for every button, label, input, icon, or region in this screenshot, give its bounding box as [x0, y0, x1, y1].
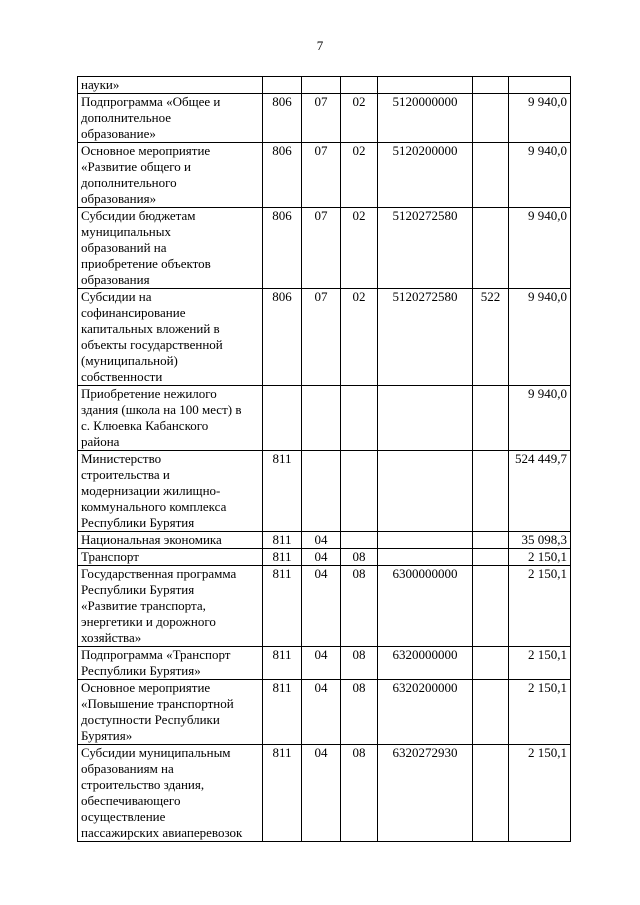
cell-csr: [378, 532, 473, 549]
cell-pr: [341, 451, 378, 532]
cell-rz: 04: [302, 680, 341, 745]
cell-csr: 6300000000: [378, 566, 473, 647]
cell-name: Приобретение нежилого здания (школа на 100 мест) в с. Клюевка Кабанского района: [78, 386, 263, 451]
cell-ved: [263, 386, 302, 451]
cell-pr: 02: [341, 94, 378, 143]
cell-vr: [473, 680, 509, 745]
cell-rz: 04: [302, 549, 341, 566]
cell-rz: [302, 451, 341, 532]
cell-sum: 9 940,0: [509, 94, 571, 143]
cell-sum: 9 940,0: [509, 386, 571, 451]
cell-sum: 2 150,1: [509, 745, 571, 842]
cell-rz: [302, 386, 341, 451]
cell-ved: 811: [263, 647, 302, 680]
cell-sum: 35 098,3: [509, 532, 571, 549]
table-row: [78, 549, 571, 566]
cell-sum: 524 449,7: [509, 451, 571, 532]
cell-name: Основное мероприятие «Развитие общего и дополнительного образования»: [78, 143, 263, 208]
cell-ved: 806: [263, 289, 302, 386]
cell-rz: 04: [302, 745, 341, 842]
cell-csr: 6320272930: [378, 745, 473, 842]
cell-name: Субсидии бюджетам муниципальных образований на приобретение объектов образования: [78, 208, 263, 289]
cell-vr: [473, 451, 509, 532]
table-row: [78, 386, 571, 451]
cell-ved: 811: [263, 451, 302, 532]
cell-sum: 9 940,0: [509, 143, 571, 208]
cell-vr: [473, 208, 509, 289]
cell-rz: 07: [302, 208, 341, 289]
cell-ved: 806: [263, 208, 302, 289]
cell-sum: [509, 77, 571, 94]
cell-ved: 806: [263, 143, 302, 208]
table-row: [78, 566, 571, 647]
cell-name: Министерство строительства и модернизации жилищно- коммунального комплекса Республики Бурятия: [78, 451, 263, 532]
cell-csr: 5120272580: [378, 289, 473, 386]
cell-csr: 6320200000: [378, 680, 473, 745]
cell-vr: [473, 532, 509, 549]
table-row: [78, 451, 571, 532]
cell-csr: 5120000000: [378, 94, 473, 143]
cell-vr: [473, 745, 509, 842]
table-row: [78, 680, 571, 745]
cell-ved: 811: [263, 566, 302, 647]
budget-table: [77, 76, 571, 842]
cell-pr: [341, 532, 378, 549]
cell-pr: 08: [341, 680, 378, 745]
table-row: [78, 532, 571, 549]
cell-vr: [473, 143, 509, 208]
cell-vr: [473, 647, 509, 680]
cell-pr: 02: [341, 289, 378, 386]
cell-pr: [341, 386, 378, 451]
cell-name: Подпрограмма «Общее и дополнительное образование»: [78, 94, 263, 143]
cell-ved: 811: [263, 549, 302, 566]
cell-name: Транспорт: [78, 549, 263, 566]
cell-pr: 02: [341, 208, 378, 289]
table-row: [78, 208, 571, 289]
cell-pr: 08: [341, 647, 378, 680]
table-row: [78, 143, 571, 208]
cell-rz: 07: [302, 143, 341, 208]
cell-ved: 811: [263, 745, 302, 842]
cell-pr: 08: [341, 566, 378, 647]
cell-csr: 5120200000: [378, 143, 473, 208]
cell-name: Подпрограмма «Транспорт Республики Бурятия»: [78, 647, 263, 680]
cell-sum: 2 150,1: [509, 680, 571, 745]
table-row: [78, 745, 571, 842]
table-row: [78, 647, 571, 680]
cell-rz: [302, 77, 341, 94]
cell-vr: [473, 386, 509, 451]
table-row: [78, 77, 571, 94]
budget-table-body: [78, 77, 571, 842]
cell-vr: [473, 94, 509, 143]
cell-ved: 811: [263, 532, 302, 549]
table-row: [78, 94, 571, 143]
cell-pr: 08: [341, 745, 378, 842]
cell-sum: 2 150,1: [509, 647, 571, 680]
cell-rz: 07: [302, 289, 341, 386]
cell-ved: 806: [263, 94, 302, 143]
cell-name: Субсидии на софинансирование капитальных вложений в объекты государственной (муниципальной) собственности: [78, 289, 263, 386]
table-row: [78, 289, 571, 386]
cell-ved: 811: [263, 680, 302, 745]
cell-sum: 2 150,1: [509, 549, 571, 566]
cell-rz: 07: [302, 94, 341, 143]
cell-csr: [378, 77, 473, 94]
cell-vr: 522: [473, 289, 509, 386]
cell-rz: 04: [302, 532, 341, 549]
page-number: 7: [316, 38, 324, 53]
cell-pr: 02: [341, 143, 378, 208]
cell-vr: [473, 77, 509, 94]
cell-name: Субсидии муниципальным образованиям на строительство здания, обеспечивающего осуществление пассажирских авиаперевозок: [78, 745, 263, 842]
cell-vr: [473, 549, 509, 566]
cell-csr: [378, 386, 473, 451]
cell-name: Государственная программа Республики Бурятия «Развитие транспорта, энергетики и дорожного хозяйства»: [78, 566, 263, 647]
cell-name: Основное мероприятие «Повышение транспортной доступности Республики Бурятия»: [78, 680, 263, 745]
cell-name: Национальная экономика: [78, 532, 263, 549]
cell-csr: [378, 451, 473, 532]
cell-rz: 04: [302, 566, 341, 647]
cell-csr: 6320000000: [378, 647, 473, 680]
cell-csr: [378, 549, 473, 566]
cell-sum: 2 150,1: [509, 566, 571, 647]
cell-sum: 9 940,0: [509, 289, 571, 386]
cell-ved: [263, 77, 302, 94]
cell-vr: [473, 566, 509, 647]
cell-name: науки»: [78, 77, 263, 94]
cell-csr: 5120272580: [378, 208, 473, 289]
cell-sum: 9 940,0: [509, 208, 571, 289]
cell-pr: 08: [341, 549, 378, 566]
cell-rz: 04: [302, 647, 341, 680]
cell-pr: [341, 77, 378, 94]
